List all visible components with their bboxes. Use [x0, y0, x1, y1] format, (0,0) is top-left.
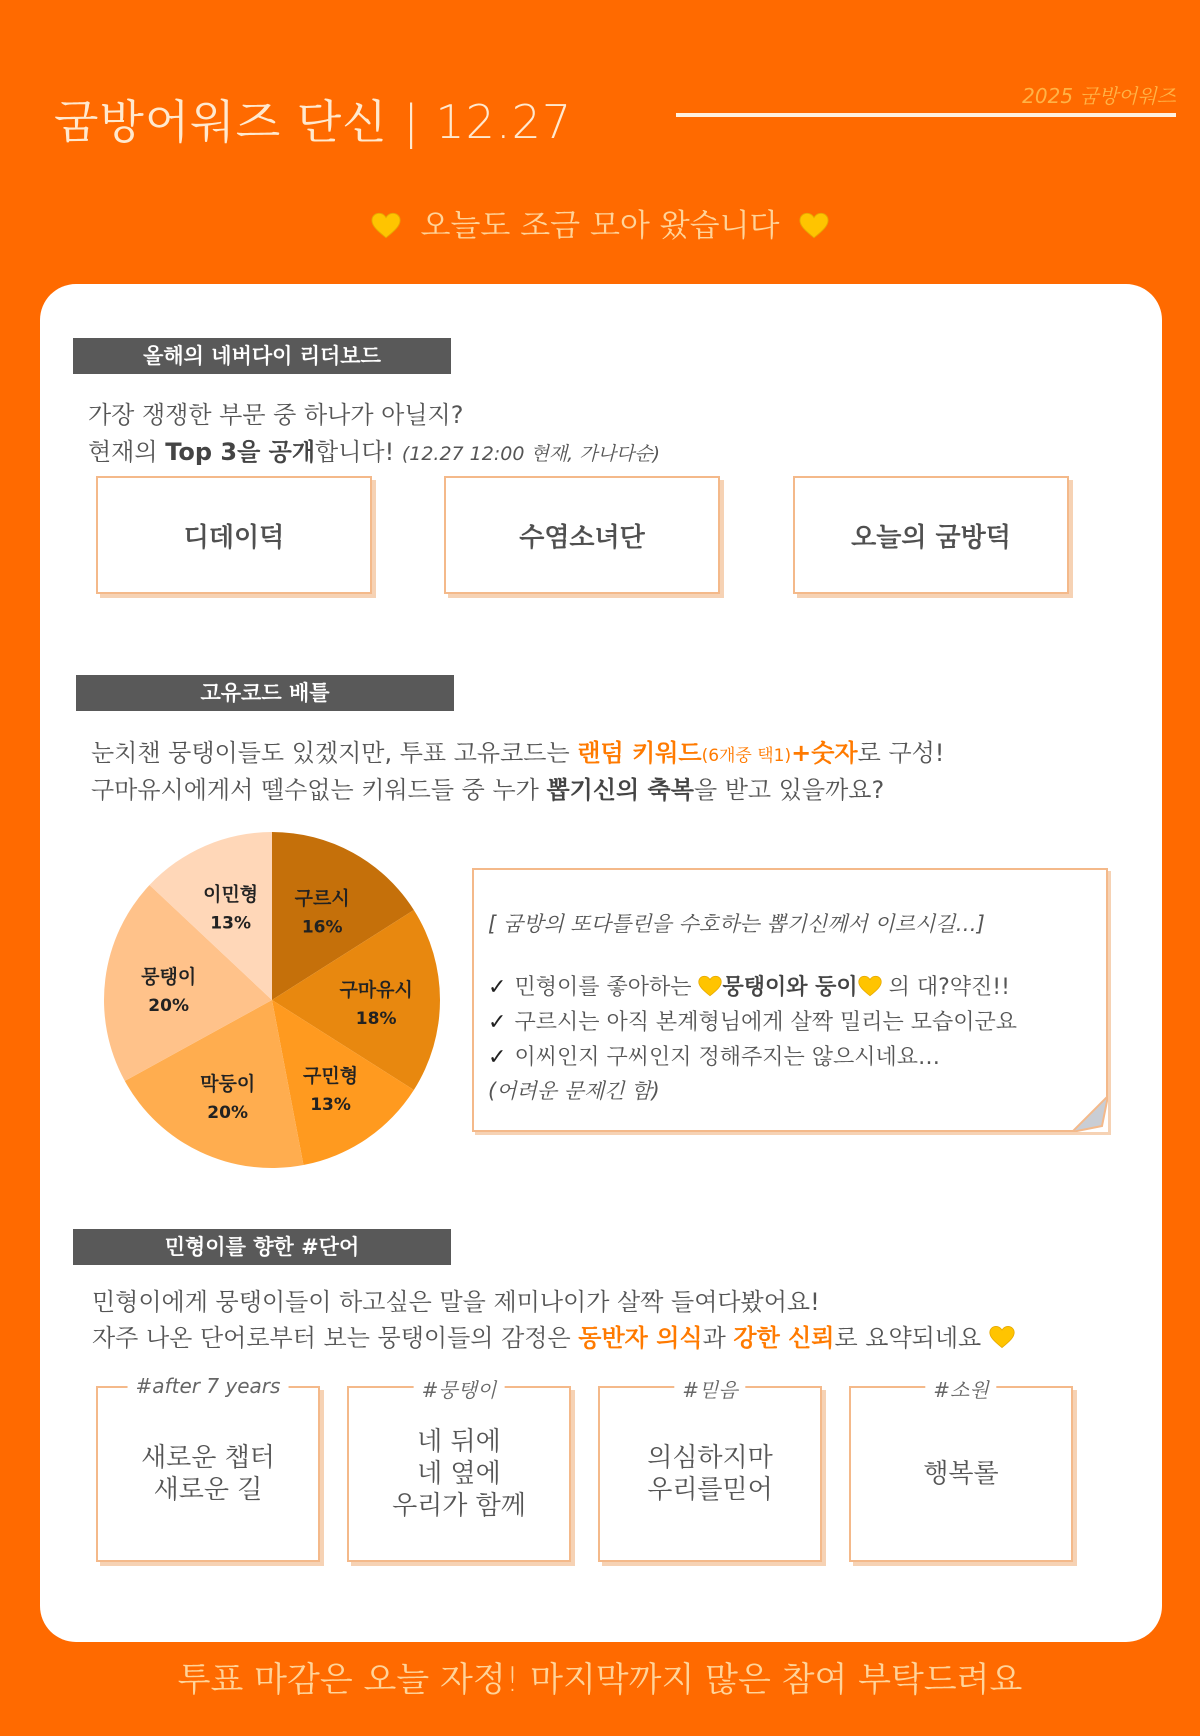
leaderboard-line-2-post: 합니다! [315, 438, 402, 466]
code-battle-line-1-post: 로 구성! [857, 739, 945, 767]
page-title: 굼방어워즈 단신 | 12.27 [54, 95, 573, 149]
quote-bullet-2 [488, 1005, 1017, 1036]
words-line-2-mid: 과 [702, 1324, 734, 1352]
top3-item: 디데이덕 [96, 476, 372, 594]
word-tag: #뭉탱이 [414, 1374, 505, 1403]
leaderboard-note: (12.27 12:00 현재, 가나다순) [401, 443, 661, 465]
top3-item: 수염소녀단 [444, 476, 720, 594]
brand-divider [676, 113, 1176, 117]
pie-value-label: 18% [355, 1009, 397, 1029]
footer-message: 투표 마감은 오늘 자정! 마지막까지 많은 참여 부탁드려요 [177, 1660, 1023, 1700]
section-label-leaderboard: 올해의 네버다이 리더보드 [73, 338, 451, 374]
heart-icon [698, 975, 722, 997]
words-emotion-1: 동반자 의식 [578, 1324, 703, 1352]
code-battle-number: +숫자 [791, 739, 858, 767]
check-icon: ✓ [488, 1045, 507, 1070]
pie-value-label: 16% [301, 917, 343, 938]
subtitle [0, 200, 1200, 245]
words-line-2 [92, 1318, 1015, 1353]
heart-icon [989, 1325, 1015, 1349]
word-box [849, 1378, 1073, 1562]
code-battle-line-2-pre: 구마유시에게서 뗄수없는 키워드들 중 누가 [91, 776, 547, 804]
word-body: 네 뒤에 네 옆에 우리가 함께 [392, 1427, 526, 1521]
words-emotion-2: 강한 신뢰 [733, 1324, 835, 1352]
pie-value-label: 20% [207, 1103, 249, 1124]
leaderboard-line-2 [88, 432, 660, 467]
heart-icon [371, 212, 401, 239]
quote-bullet-2-text: 구르시는 아직 본계형님에게 살짝 밀리는 모습이군요 [514, 1010, 1017, 1035]
check-icon: ✓ [488, 975, 507, 1000]
leaderboard-line-1: 가장 쟁쟁한 부문 중 하나가 아닐지? [88, 401, 464, 429]
word-body: 새로운 챕터 새로운 길 [141, 1443, 275, 1505]
quote-bullet-1 [488, 970, 1010, 1001]
word-box [96, 1374, 320, 1562]
word-body: 의심하지마 우리를믿어 [647, 1443, 773, 1505]
pie-category-label: 구민형 [303, 1065, 359, 1088]
quote-bullet-1-bold: 뭉탱이와 둥이 [722, 975, 858, 1000]
pie-category-label: 이민형 [203, 883, 259, 906]
quote-note: (어려운 문제긴 함) [488, 1079, 660, 1103]
word-box [598, 1378, 822, 1562]
pie-category-label: 뭉탱이 [141, 965, 197, 988]
heart-icon [858, 975, 882, 997]
word-body: 행복롤 [923, 1459, 999, 1489]
pie-value-label: 20% [148, 995, 190, 1016]
code-battle-line-1-pre: 눈치챈 뭉탱이들도 있겠지만, 투표 고유코드는 [91, 739, 578, 767]
quote-bullet-1-pre: 민형이를 좋아하는 [514, 975, 699, 1000]
pie-value-label: 13% [310, 1095, 351, 1116]
code-battle-keyword: 랜덤 키워드 [577, 739, 702, 767]
quote-bullet-3-text: 이씨인지 구씨인지 정해주지는 않으시네요… [514, 1045, 940, 1070]
words-line-1: 민형이에게 뭉탱이들이 하고싶은 말을 제미나이가 살짝 들여다봤어요! [92, 1288, 820, 1316]
check-icon: ✓ [488, 1010, 507, 1035]
page-fold-icon [1072, 1096, 1108, 1132]
words-line-2-post: 로 요약되네요 [834, 1324, 982, 1352]
pie-category-label: 구르시 [294, 887, 350, 910]
code-battle-line-2 [91, 770, 884, 805]
word-box [347, 1378, 571, 1562]
brand-tag: 2025 굼방어워즈 [1022, 84, 1176, 108]
words-line-2-pre: 자주 나온 단어로부터 보는 뭉탱이들의 감정은 [92, 1324, 579, 1352]
top3-item: 오늘의 굼방덕 [793, 476, 1069, 594]
pie-category-label: 막둥이 [200, 1073, 256, 1096]
quote-bullet-1-post: 의 대?약진!! [881, 975, 1010, 1000]
code-battle-line-2-post: 을 받고 있을까요? [693, 776, 885, 804]
pie-category-label: 구마유시 [339, 979, 413, 1001]
quote-title: [ 굼방의 또다틀린을 수호하는 뽑기신께서 이르시길…] [488, 912, 985, 936]
leaderboard-line-2-bold: Top 3을 공개 [165, 438, 316, 466]
word-tag: #소원 [925, 1374, 996, 1403]
code-battle-line-1 [91, 733, 944, 768]
code-battle-keyword-note: (6개중 택1) [701, 746, 792, 766]
word-tag: #after 7 years [128, 1374, 289, 1398]
quote-bullet-3 [488, 1040, 940, 1071]
word-tag: #믿음 [674, 1374, 745, 1403]
section-label-code-battle: 고유코드 배틀 [76, 675, 454, 711]
subtitle-text: 오늘도 조금 모아 왔습니다 [420, 208, 780, 244]
pie-chart [92, 820, 452, 1180]
quote-box [472, 868, 1108, 1132]
leaderboard-line-2-pre: 현재의 [88, 438, 166, 466]
heart-icon [799, 212, 829, 239]
pie-value-label: 13% [210, 913, 251, 934]
section-label-words: 민형이를 향한 #단어 [73, 1229, 451, 1265]
code-battle-line-2-bold: 뽑기신의 축복 [546, 776, 694, 804]
